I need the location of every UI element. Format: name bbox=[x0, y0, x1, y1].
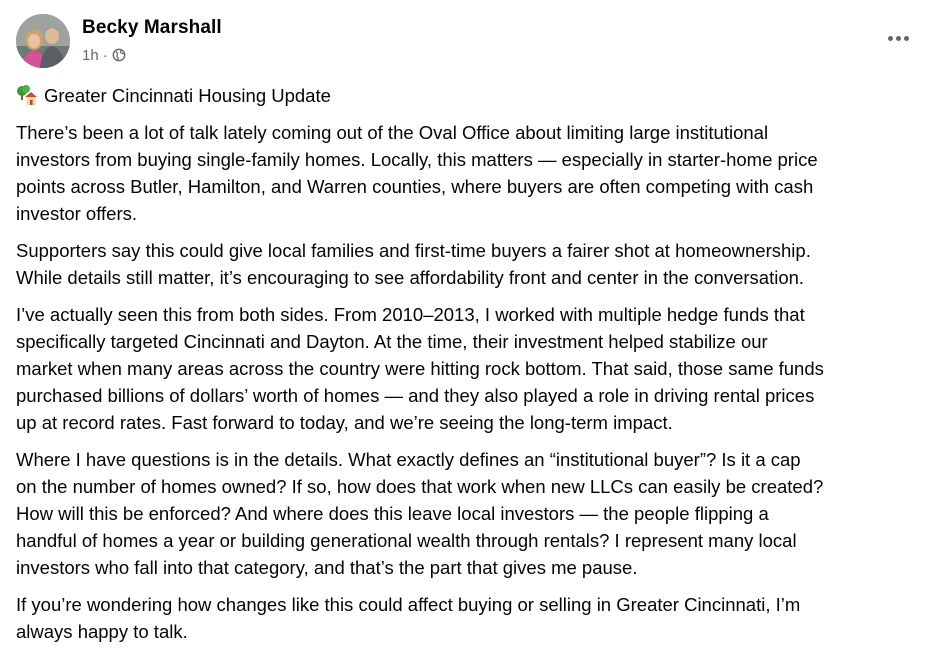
post-title: Greater Cincinnati Housing Update bbox=[44, 85, 331, 106]
post-paragraph: Supporters say this could give local families and first-time buyers a fairer shot at homeownership. While details still matter, it’s encouraging to see affordability front and center in the conversation. bbox=[16, 240, 811, 288]
post-paragraph: There’s been a lot of talk lately coming out of the Oval Office about limiting large institutional investors from buying single-family homes. Locally, this matters — especially in starter-home price points across Butler, Hamilton, and Warren counties, where buyers are often competing with cash investor offers. bbox=[16, 122, 818, 224]
more-options-icon bbox=[888, 36, 893, 41]
post-timestamp[interactable]: 1h bbox=[82, 46, 99, 64]
post-paragraph: Where I have questions is in the details. What exactly defines an “institutional buyer”? Is it a cap on the number of homes owned? If so, how does that work when new LLCs can easily be created? How will this be enforced? And where does this leave local investors — the people flipping a handful of homes a year or building generational wealth through rentals? I represent many local investors who fall into that category, and that’s the part that gives me pause. bbox=[16, 449, 824, 578]
author-name[interactable]: Becky Marshall bbox=[82, 17, 222, 38]
avatar-photo bbox=[16, 14, 70, 68]
avatar[interactable] bbox=[16, 14, 70, 68]
post-title-line bbox=[16, 82, 932, 109]
more-options-button[interactable] bbox=[880, 24, 916, 52]
post-header bbox=[16, 14, 916, 70]
post-paragraph: If you’re wondering how changes like this could affect buying or selling in Greater Cincinnati, I’m always happy to talk. bbox=[16, 594, 801, 642]
meta-separator: · bbox=[102, 46, 108, 64]
post-body bbox=[16, 82, 932, 655]
house-with-tree-icon bbox=[16, 85, 38, 107]
post-meta bbox=[82, 45, 126, 65]
globe-icon bbox=[112, 48, 126, 62]
post-paragraph: I’ve actually seen this from both sides. From 2010–2013, I worked with multiple hedge funds that specifically targeted Cincinnati and Dayton. At the time, their investment helped stabilize our market when many areas across the country were hitting rock bottom. That said, those same funds purchased billions of dollars’ worth of homes — and they also played a role in driving rental prices up at record rates. Fast forward to today, and we’re seeing the long-term impact. bbox=[16, 304, 824, 433]
